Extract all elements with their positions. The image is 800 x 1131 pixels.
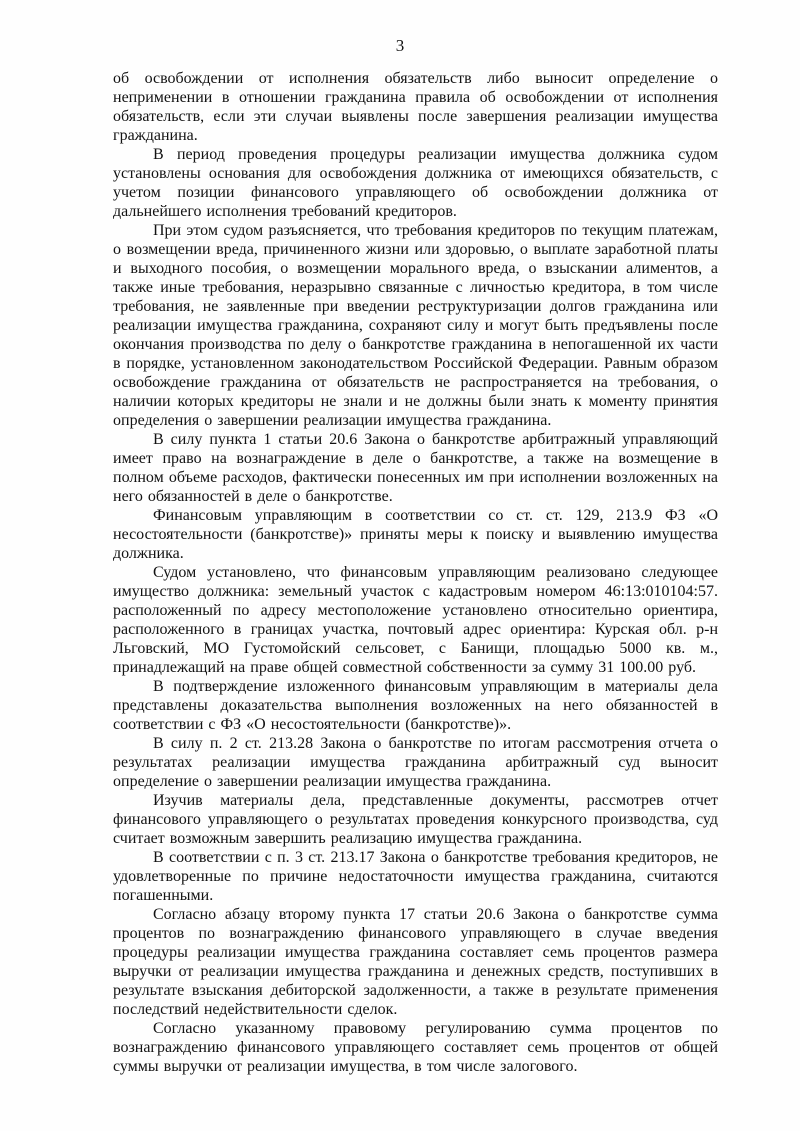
paragraph: При этом судом разъясняется, что требования кредиторов по текущим платежам, о возмещении вреда, причиненного жизни или здоровью, о выплате заработной платы и выходного пособия, о возмещении морального вреда, о взыскании алиментов, а также иные требования, неразрывно связанные с личностью кредитора, в том числе требования, не заявленные при введении реструктуризации долгов гражданина или реализации имущества гражданина, сохраняют силу и могут быть предъявлены после окончания производства по делу о банкротстве гражданина в непогашенной их части в порядке, установленном законодательством Российской Федерации. Равным образом освобождение гражданина от обязательств не распространяется на требования, о наличии которых кредиторы не знали и не должны были знать к моменту принятия определения о завершении реализации имущества гражданина. (113, 222, 718, 429)
paragraph: об освобождении от исполнения обязательств либо выносит определение о неприменении в отношении гражданина правила об освобождении от исполнения обязательств, если эти случаи выявлены после завершения реализации имущества гражданина. (113, 70, 718, 144)
paragraph: В соответствии с п. 3 ст. 213.17 Закона о банкротстве требования кредиторов, не удовлетворенные по причине недостаточности имущества гражданина, считаются погашенными. (113, 849, 718, 904)
paragraph: Изучив материалы дела, представленные документы, рассмотрев отчет финансового управляющего о результатах проведения конкурсного производства, суд считает возможным завершить реализацию имущества гражданина. (113, 792, 718, 847)
paragraph: Согласно абзацу второму пункта 17 статьи 20.6 Закона о банкротстве сумма процентов по вознаграждению финансового управляющего в случае введения процедуры реализации имущества гражданина составляет семь процентов размера выручки от реализации имущества гражданина и денежных средств, поступивших в результате взыскания дебиторской задолженности, а также в результате применения последствий недействительности сделок. (113, 906, 718, 1018)
paragraph: В силу пункта 1 статьи 20.6 Закона о банкротстве арбитражный управляющий имеет право на вознаграждение в деле о банкротстве, а также на возмещение в полном объеме расходов, фактически понесенных им при исполнении возложенных на него обязанностей в деле о банкротстве. (113, 431, 718, 505)
paragraph: Согласно указанному правовому регулированию сумма процентов по вознаграждению финансового управляющего составляет семь процентов от общей суммы выручки от реализации имущества, в том числе залогового. (113, 1020, 718, 1075)
paragraph: В силу п. 2 ст. 213.28 Закона о банкротстве по итогам рассмотрения отчета о результатах реализации имущества гражданина арбитражный суд выносит определение о завершении реализации имущества гражданина. (113, 735, 718, 790)
paragraph: Финансовым управляющим в соответствии со ст. ст. 129, 213.9 ФЗ «О несостоятельности (банкротстве)» приняты меры к поиску и выявлению имущества должника. (113, 507, 718, 562)
paragraph: Судом установлено, что финансовым управляющим реализовано следующее имущество должника: земельный участок с кадастровым номером 46:13:010104:57. расположенный по адресу местоположение установлено относительно ориентира, расположенного в границах участка, почтовый адрес ориентира: Курская обл. р-н Льговский, МО Густомойский сельсовет, с Банищи, площадью 5000 кв. м., принадлежащий на праве общей совместной собственности за сумму 31 100.00 руб. (113, 564, 718, 676)
paragraph: В период проведения процедуры реализации имущества должника судом установлены основания для освобождения должника от имеющихся обязательств, с учетом позиции финансового управляющего об освобождении должника от дальнейшего исполнения требований кредиторов. (113, 146, 718, 220)
document-body (113, 69, 718, 1076)
paragraph: В подтверждение изложенного финансовым управляющим в материалы дела представлены доказательства выполнения возложенных на него обязанностей в соответствии с ФЗ «О несостоятельности (банкротстве)». (113, 678, 718, 733)
page-number: 3 (395, 36, 405, 55)
